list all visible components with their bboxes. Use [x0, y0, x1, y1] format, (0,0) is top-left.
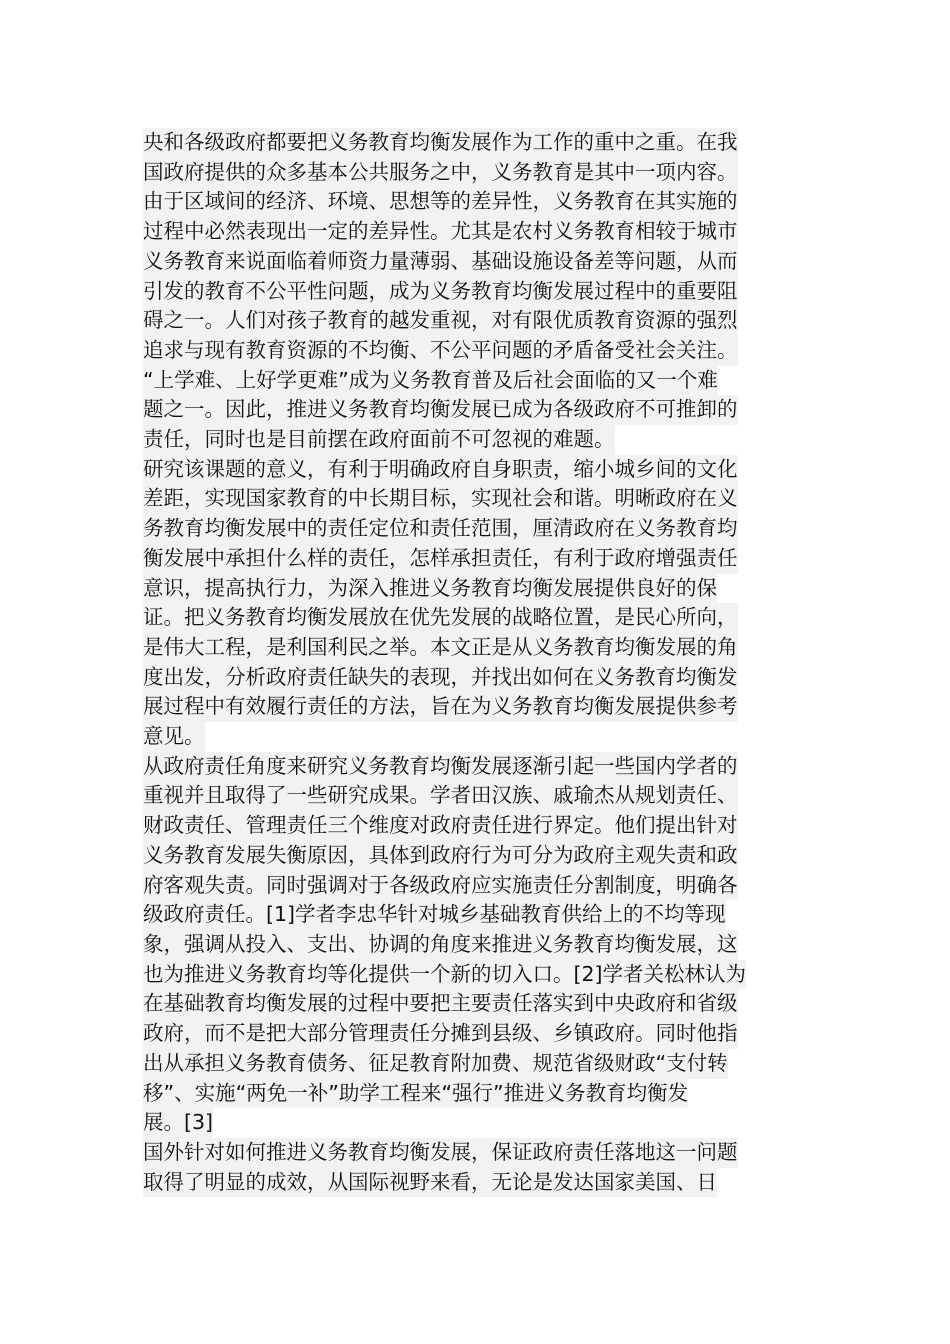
text-line: 出从承担义务教育债务、征足教育附加费、规范省级财政“支付转 [143, 1049, 728, 1079]
text-line: 碍之一。人们对孩子教育的越发重视，对有限优质教育资源的强烈 [143, 306, 738, 336]
text-line: 象，强调从投入、支出、协调的角度来推进义务教育均衡发展，这 [143, 930, 738, 960]
text-line: 证。把义务教育均衡发展放在优先发展的战略位置，是民心所向， [143, 603, 738, 633]
text-line: 衡发展中承担什么样的责任，怎样承担责任，有利于政府增强责任 [143, 544, 738, 574]
text-line: “上学难、上好学更难”成为义务教育普及后社会面临的又一个难 [143, 366, 718, 396]
text-line: 意见。 [143, 722, 205, 752]
text-line: 级政府责任。[1]学者李忠华针对城乡基础教育供给上的不均等现 [143, 900, 726, 930]
text-line: 引发的教育不公平性问题，成为义务教育均衡发展过程中的重要阻 [143, 277, 738, 307]
text-line: 义务教育发展失衡原因，具体到政府行为可分为政府主观失责和政 [143, 841, 738, 871]
text-line: 从政府责任角度来研究义务教育均衡发展逐渐引起一些国内学者的 [143, 752, 738, 782]
text-line: 府客观失责。同时强调对于各级政府应实施责任分割制度，明确各 [143, 871, 738, 901]
text-line: 重视并且取得了一些研究成果。学者田汉族、戚瑜杰从规划责任、 [143, 781, 738, 811]
text-line: 国外针对如何推进义务教育均衡发展，保证政府责任落地这一问题 [143, 1138, 738, 1168]
text-line: 由于区域间的经济、环境、思想等的差异性，义务教育在其实施的 [143, 187, 738, 217]
text-line: 过程中必然表现出一定的差异性。尤其是农村义务教育相较于城市 [143, 217, 738, 247]
text-line: 展过程中有效履行责任的方法，旨在为义务教育均衡发展提供参考 [143, 692, 738, 722]
text-line: 务教育均衡发展中的责任定位和责任范围，厘清政府在义务教育均 [143, 514, 738, 544]
text-line: 度出发，分析政府责任缺失的表现，并找出如何在义务教育均衡发 [143, 663, 738, 693]
text-line: 研究该课题的意义，有利于明确政府自身职责，缩小城乡间的文化 [143, 455, 738, 485]
text-line: 财政责任、管理责任三个维度对政府责任进行界定。他们提出针对 [143, 811, 738, 841]
text-line: 责任，同时也是目前摆在政府面前不可忽视的难题。 [143, 425, 615, 455]
text-line: 取得了明显的成效，从国际视野来看，无论是发达国家美国、日 [143, 1168, 717, 1198]
text-line: 是伟大工程，是利国利民之举。本文正是从义务教育均衡发展的角 [143, 633, 738, 663]
text-line: 展。[3] [143, 1108, 213, 1138]
text-line: 也为推进义务教育均等化提供一个新的切入口。[2]学者关松林认为 [143, 960, 746, 990]
text-line: 移”、实施“两免一补”助学工程来“强行”推进义务教育均衡发 [143, 1079, 688, 1109]
text-line: 题之一。因此，推进义务教育均衡发展已成为各级政府不可推卸的 [143, 395, 738, 425]
text-line: 国政府提供的众多基本公共服务之中，义务教育是其中一项内容。 [143, 158, 738, 188]
text-line: 义务教育来说面临着师资力量薄弱、基础设施设备差等问题，从而 [143, 247, 738, 277]
text-line: 政府，而不是把大部分管理责任分摊到县级、乡镇政府。同时他指 [143, 1019, 738, 1049]
body-text [143, 128, 808, 1197]
text-line: 意识，提高执行力，为深入推进义务教育均衡发展提供良好的保 [143, 574, 717, 604]
text-line: 追求与现有教育资源的不均衡、不公平问题的矛盾备受社会关注。 [143, 336, 738, 366]
text-line: 央和各级政府都要把义务教育均衡发展作为工作的重中之重。在我 [143, 128, 738, 158]
text-line: 差距，实现国家教育的中长期目标，实现社会和谐。明晰政府在义 [143, 484, 738, 514]
text-line: 在基础教育均衡发展的过程中要把主要责任落实到中央政府和省级 [143, 989, 738, 1019]
